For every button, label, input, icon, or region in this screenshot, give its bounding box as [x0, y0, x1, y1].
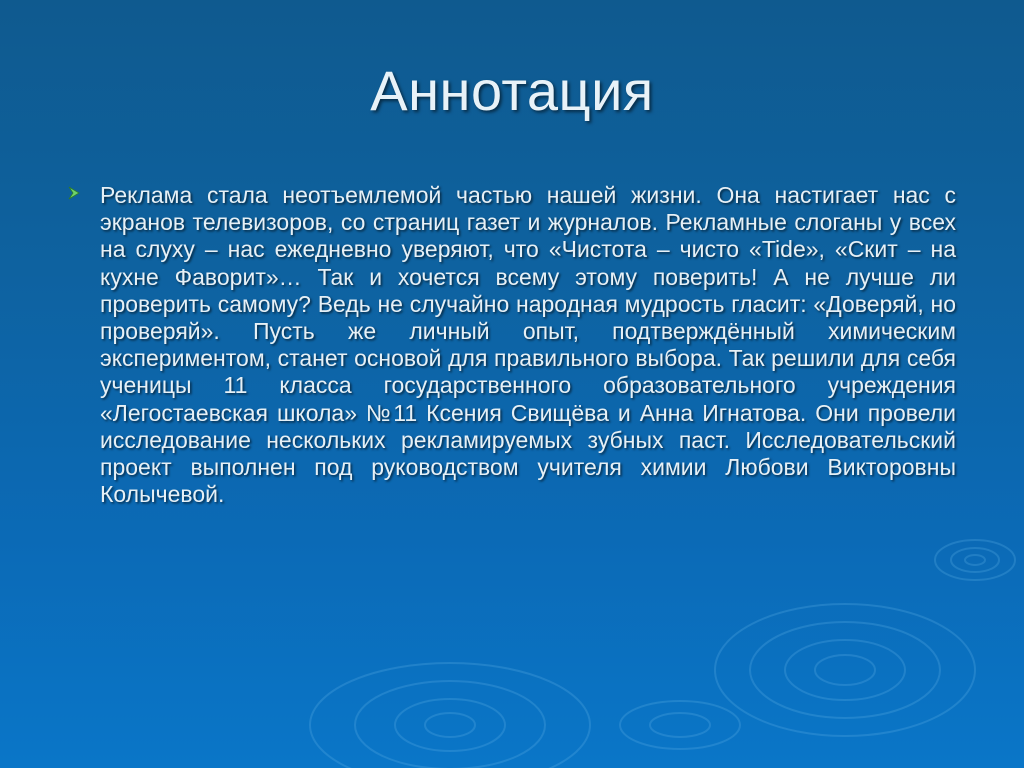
slide-title: Аннотация — [370, 59, 654, 122]
arrowhead-bullet-icon — [64, 182, 86, 204]
annotation-paragraph: Реклама стала неотъемлемой частью нашей жизни. Она настигает нас с экранов телевизоров, со страниц газет и журналов. Рекламные слоганы у всех на слуху – нас ежедневно уверяют, что «Чистота – чисто «Tide», «Скит – на кухне Фаворит»… Так и хочется всему этому поверить! А не лучше ли проверить самому? Ведь не случайно народная мудрость гласит: «Доверяй, но проверяй». Пусть же личный опыт, подтверждённый химическим экспериментом, станет основой для правильного выбора. Так решили для себя ученицы 11 класса государственного образовательного учреждения «Легостаевская школа» №11 Ксения Свищёва и Анна Игнатова. Они провели исследование нескольких рекламируемых зубных паст. Исследовательский проект выполнен под руководством учителя химии Любови Викторовны Колычевой. — [100, 182, 956, 508]
